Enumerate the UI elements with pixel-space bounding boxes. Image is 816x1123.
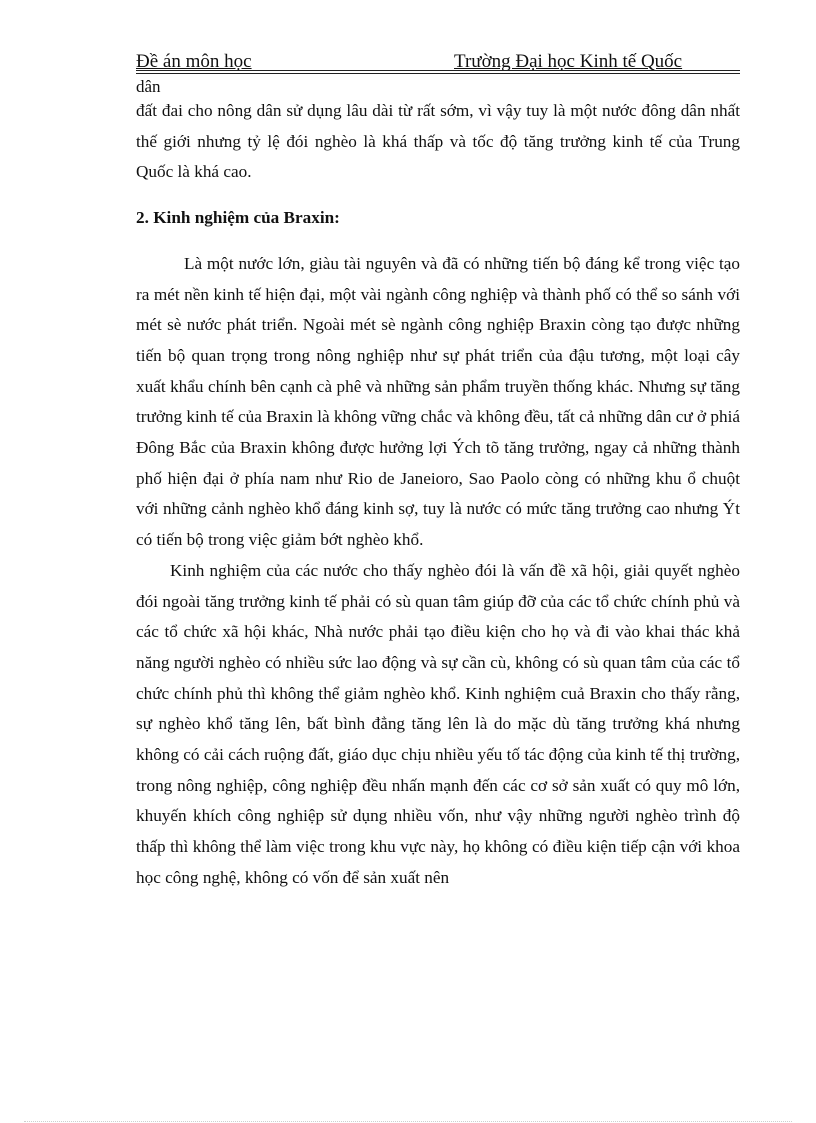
header-university-name: Trường Đại học Kinh tế Quốc (454, 51, 683, 72)
header-rule-bottom (136, 73, 740, 74)
page-bottom-edge (24, 1121, 792, 1122)
section-heading: 2. Kinh nghiệm của Braxin: (136, 208, 340, 228)
header-rule-top (136, 70, 740, 71)
braxin-paragraph: Là một nước lớn, giàu tài nguyên và đã có những tiến bộ đáng kể trong việc tạo ra mét nền kinh tế hiện đại, một vài ngành công nghiệp và thành phố có thể so sánh với mét sè nước phát triển. Ngoài mét sè ngành công nghiệp Braxin còng tạo được những tiến bộ quan trọng trong nông nghiệp như sự phát triển của đậu tương, một loại cây xuất khẩu chính bên cạnh cà phê và những sản phẩm truyền thống khác. Nhưng sự tăng trưởng kinh tế của Braxin là không vững chắc và không đều, tất cả những dân cư ở phiá Đông Bắc của Braxin không được hưởng lợi Ých tõ tăng trưởng, ngay cả những thành phố hiện đại ở phía nam như Rio de Janeioro, Sao Paolo còng có những khu ổ chuột với những cảnh nghèo khổ đáng kinh sợ, tuy là nước có mức tăng trưởng cao nhưng Ýt có tiến bộ trong việc giảm bớt nghèo khổ. (136, 253, 740, 550)
lessons-paragraph: Kinh nghiệm của các nước cho thấy nghèo đói là vấn đề xã hội, giải quyết nghèo đói ngoài tăng trưởng kinh tế phải có sù quan tâm giúp đỡ của các tổ chức chính phủ và các tổ chức xã hội khác, Nhà nước phải tạo điều kiện cho họ và đi vào khai thác khả năng người nghèo có nhiều sức lao động và sự cần cù, không có sù quan tâm của các tổ chức chính phủ thì không thể giảm nghèo khổ. Kinh nghiệm cuả Braxin cho thấy rằng, sự nghèo khổ tăng lên, bất bình đẳng tăng lên là do mặc dù tăng trưởng khá nhưng không có cải cách ruộng đất, giáo dục chịu nhiều yếu tố tác động của kinh tế thị trường, trong nông nghiệp, công nghiệp đều nhấn mạnh đến các cơ sở sản xuất có quy mô lớn, khuyến khích công nghiệp sử dụng nhiều vốn, như vậy những người nghèo trình độ thấp thì không thể làm việc trong khu vực này, họ không có điều kiện tiếp cận với khoa học công nghệ, không có vốn để sản xuất nên (136, 560, 740, 887)
document-body (136, 96, 740, 894)
header-course-title: Đề án môn học (136, 51, 252, 72)
intro-paragraph: đất đai cho nông dân sử dụng lâu dài từ rất sớm, vì vậy tuy là một nước đông dân nhất thế giới nhưng tỷ lệ đói nghèo là khá thấp và tốc độ tăng trưởng kinh tế của Trung Quốc là khá cao. (136, 101, 740, 182)
header-wrapped-text: dân (136, 77, 161, 96)
